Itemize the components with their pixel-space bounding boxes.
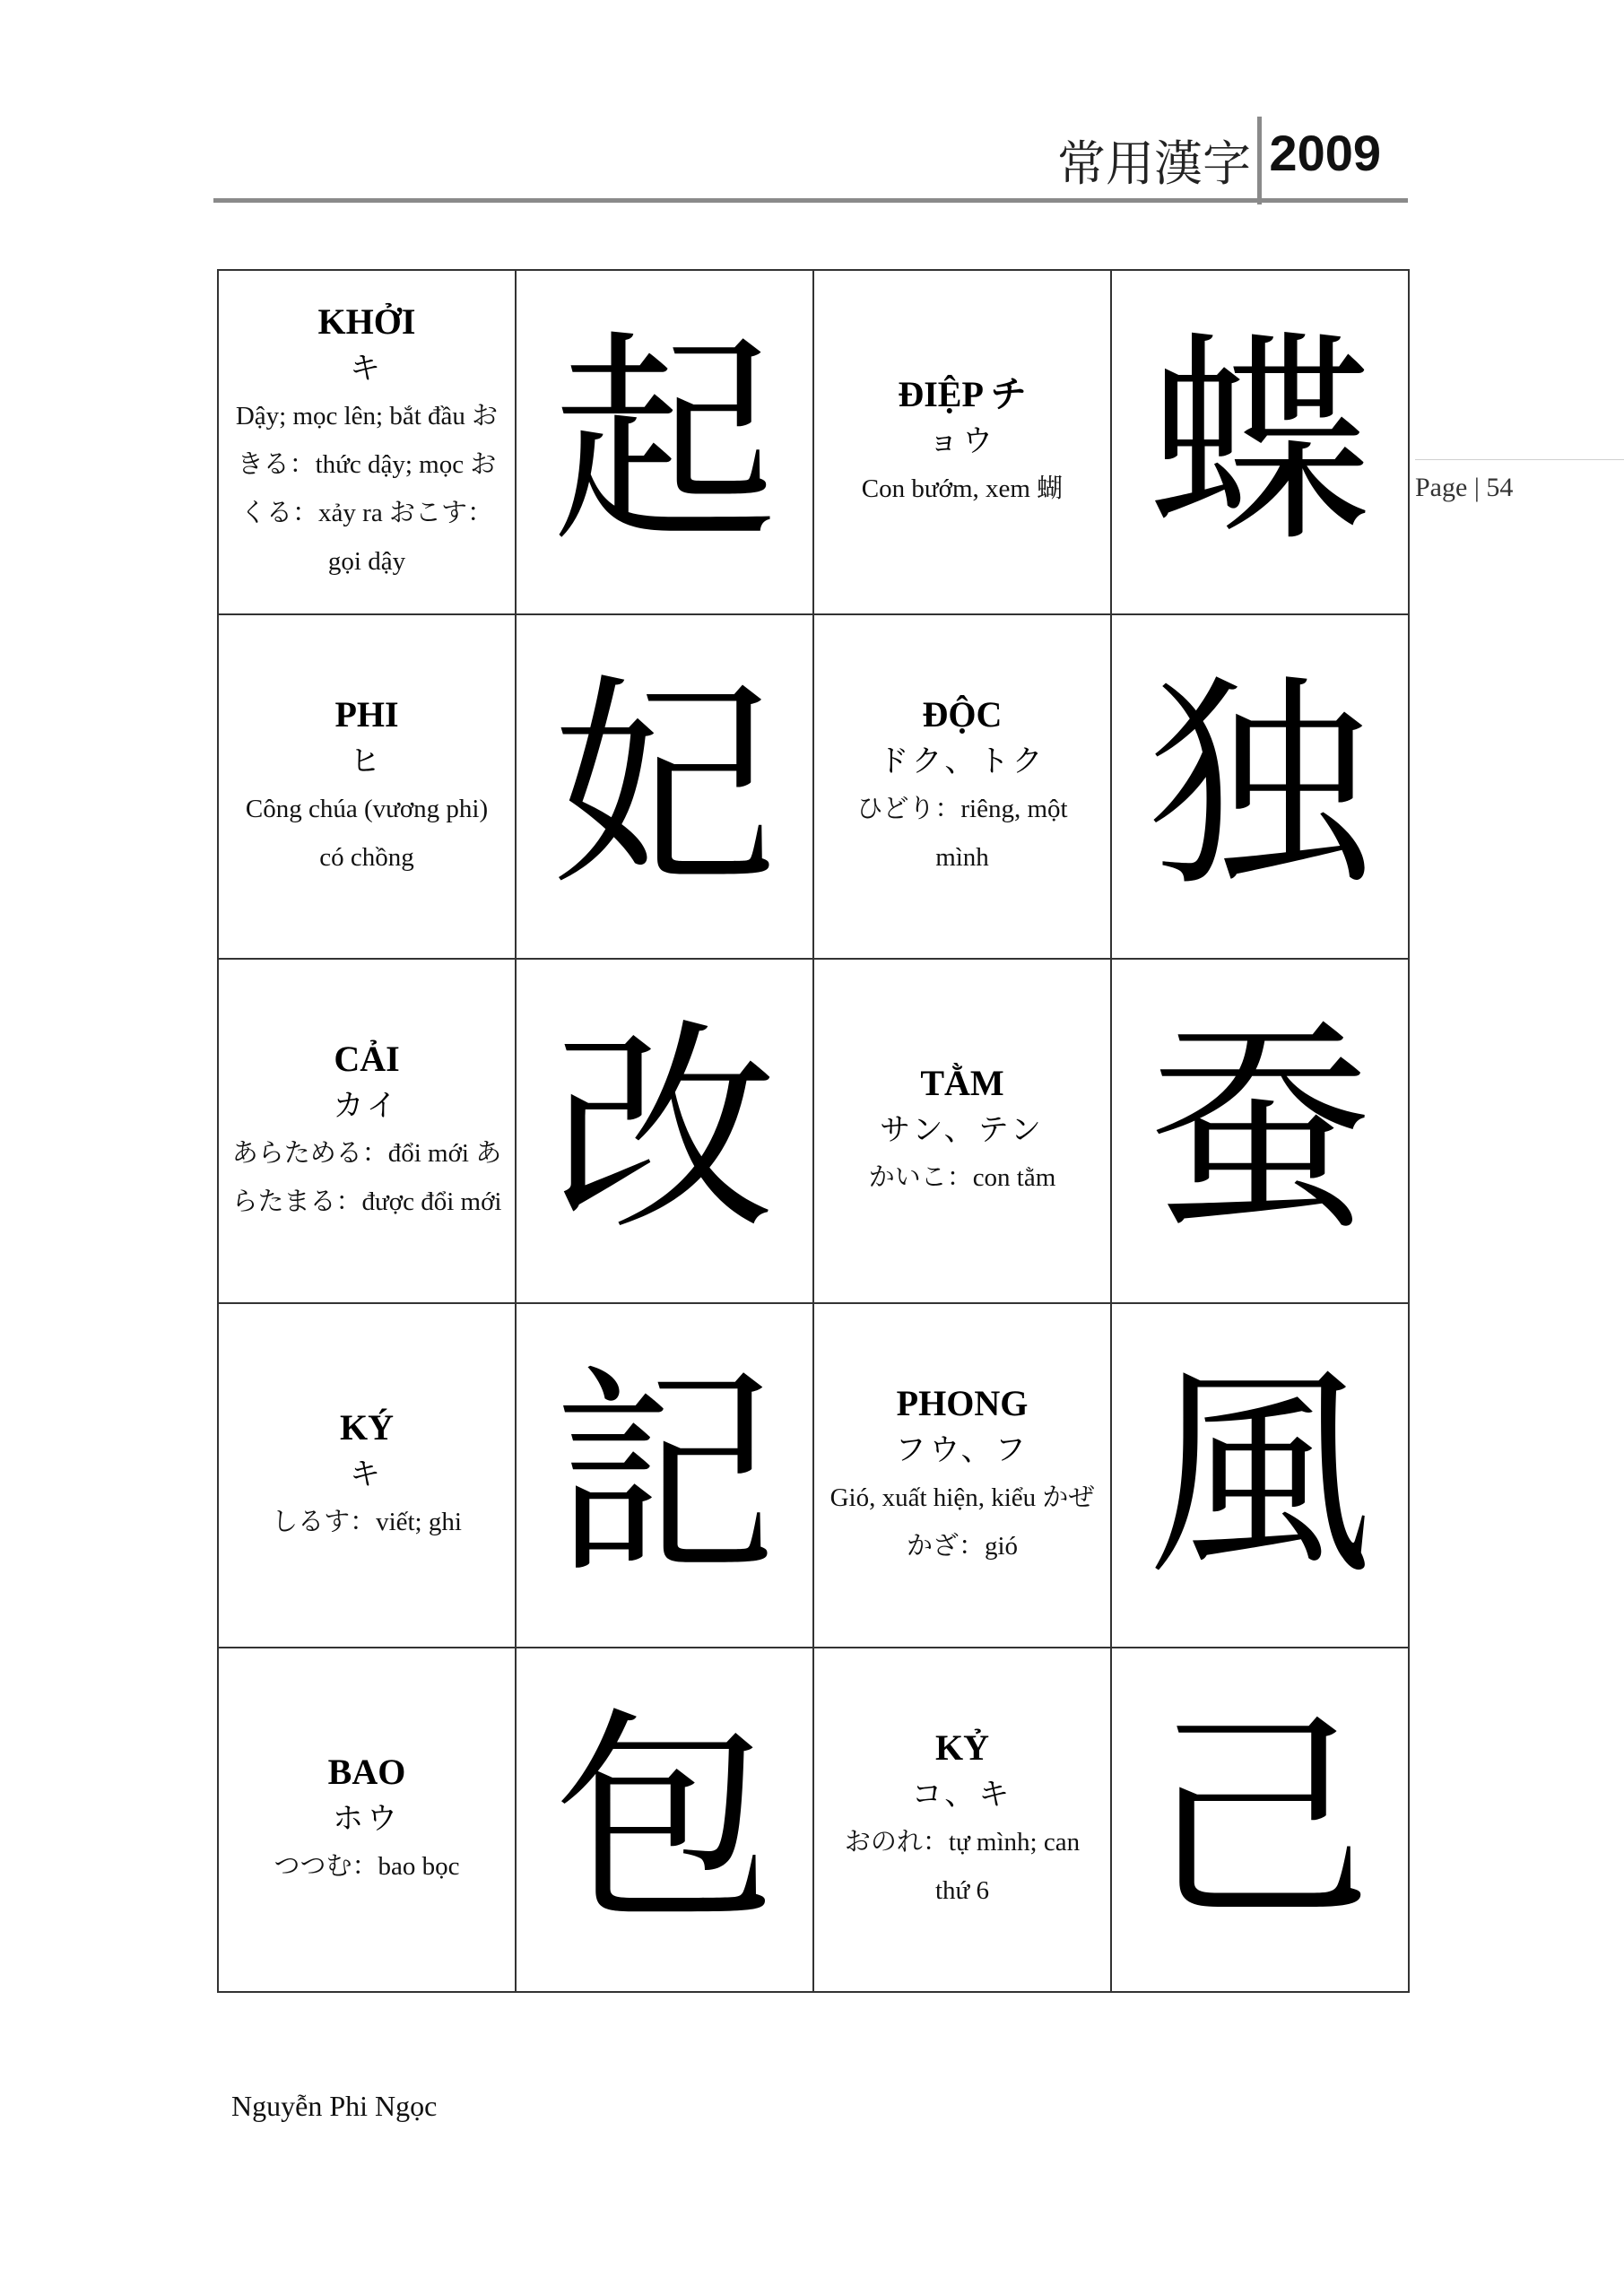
meaning-text: あらためる：đổi mới あらたまる：được đổi mới [231, 1139, 502, 1216]
kanji-glyph: 風 [1148, 1344, 1372, 1605]
han-viet-reading: KÝ [340, 1407, 394, 1448]
meaning-text: Dậy; mọc lên; bắt đầu おきる：thức dậy; mọc おくる：xảy ra おこす：gọi dậy [235, 402, 499, 576]
kanji-info-cell [218, 1303, 516, 1648]
meaning-text: Công chúa (vương phi) có chồng [245, 795, 489, 872]
kanji-info-cell [813, 1303, 1111, 1648]
han-viet-reading: KỶ [935, 1727, 989, 1768]
kanji-glyph-cell [516, 614, 813, 959]
kanji-glyph: 改 [552, 1000, 777, 1261]
kanji-info-cell [813, 1648, 1111, 1992]
han-viet-reading: ĐỘC [922, 694, 1003, 735]
han-viet-reading: KHỞI [317, 301, 416, 342]
kanji-glyph-cell [1111, 270, 1409, 614]
kanji-glyph: 独 [1148, 656, 1372, 917]
kanji-info-cell [218, 1648, 516, 1992]
on-reading: コ、キ [911, 1777, 1013, 1813]
on-reading: キ [350, 351, 384, 387]
kanji-glyph: 己 [1148, 1689, 1372, 1950]
on-reading: ホウ [333, 1801, 401, 1837]
kanji-table [217, 269, 1410, 1993]
han-viet-reading: CẢI [334, 1039, 400, 1079]
han-viet-reading: ĐIỆP チ [898, 374, 1027, 414]
kanji-info-cell [218, 614, 516, 959]
kanji-info-cell [813, 959, 1111, 1303]
kanji-glyph: 蝶 [1148, 311, 1372, 572]
on-reading: カイ [333, 1088, 401, 1124]
table-row [218, 614, 1409, 959]
on-reading: サン、テン [880, 1112, 1045, 1148]
kanji-info-cell [218, 959, 516, 1303]
table-row [218, 1648, 1409, 1992]
table-row [218, 1303, 1409, 1648]
kanji-glyph-cell [1111, 614, 1409, 959]
kanji-glyph: 妃 [552, 656, 777, 917]
kanji-glyph: 蚕 [1148, 1000, 1372, 1261]
han-viet-reading: TẰM [920, 1063, 1004, 1103]
kanji-info-cell [813, 614, 1111, 959]
kanji-glyph-cell [516, 1648, 813, 1992]
meaning-text: つつむ：bao bọc [274, 1852, 460, 1881]
meaning-text: Gió, xuất hiện, kiểu かぜ かざ：gió [829, 1483, 1095, 1561]
footer-author: Nguyễn Phi Ngọc [231, 2090, 438, 2122]
kanji-glyph-cell [1111, 1303, 1409, 1648]
han-viet-reading: PHONG [896, 1383, 1029, 1423]
kanji-glyph-cell [516, 959, 813, 1303]
header-rule [213, 198, 1408, 203]
kanji-info-cell [218, 270, 516, 614]
kanji-glyph: 包 [552, 1689, 777, 1950]
table-row [218, 959, 1409, 1303]
header-divider [1257, 117, 1262, 204]
kanji-glyph-cell [1111, 1648, 1409, 1992]
on-reading: ョウ [928, 423, 996, 459]
meaning-text: Con bướm, xem 蝴 [861, 474, 1064, 503]
han-viet-reading: BAO [327, 1752, 406, 1792]
header-title: 常用漢字 [1057, 135, 1251, 192]
on-reading: キ [350, 1457, 384, 1492]
meaning-text: かいこ：con tằm [868, 1163, 1056, 1192]
table-row [218, 270, 1409, 614]
meaning-text: しるす：viết; ghi [272, 1508, 462, 1536]
meaning-text: ひどり：riêng, một mình [856, 795, 1068, 872]
kanji-glyph-cell [516, 270, 813, 614]
kanji-info-cell [813, 270, 1111, 614]
kanji-glyph-cell [1111, 959, 1409, 1303]
on-reading: ドク、トク [878, 744, 1046, 779]
kanji-glyph: 記 [552, 1344, 777, 1605]
page-header [213, 115, 1408, 204]
page-number: Page | 54 [1415, 459, 1624, 510]
kanji-glyph-cell [516, 1303, 813, 1648]
on-reading: ヒ [350, 744, 384, 779]
header-year: 2009 [1269, 125, 1381, 181]
meaning-text: おのれ：tự mình; can thứ 6 [844, 1828, 1081, 1905]
on-reading: フウ、フ [895, 1432, 1029, 1468]
han-viet-reading: PHI [334, 694, 399, 735]
kanji-glyph: 起 [552, 311, 777, 572]
